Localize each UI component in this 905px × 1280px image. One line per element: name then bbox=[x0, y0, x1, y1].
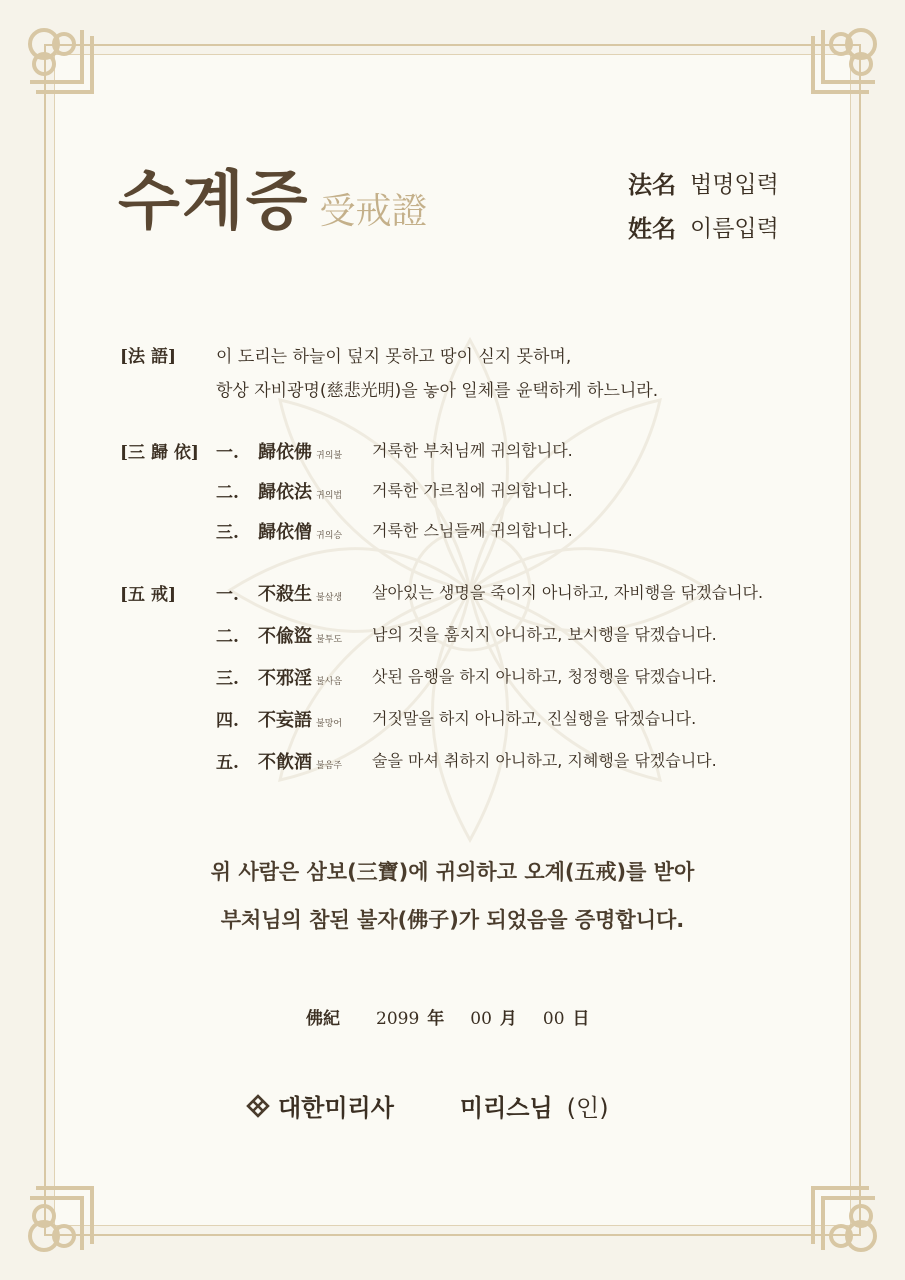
item-hanja: 不偸盜 bbox=[258, 626, 312, 647]
item-reading: 귀의법 bbox=[316, 491, 343, 501]
item-number: 三. bbox=[216, 669, 239, 689]
endless-knot-icon bbox=[799, 1174, 883, 1258]
item-description: 남의 것을 훔치지 아니하고, 보시행을 닦겠습니다. bbox=[372, 625, 717, 644]
item-reading: 귀의승 bbox=[316, 531, 343, 541]
name-value: 이름입력 bbox=[690, 215, 779, 242]
title-korean: 수계증 bbox=[118, 165, 310, 239]
signature-block bbox=[244, 1088, 609, 1123]
item-hanja: 歸依僧 bbox=[258, 522, 312, 543]
issue-date bbox=[306, 1004, 590, 1029]
dharma-words-line: 항상 자비광명(慈悲光明)을 놓아 일체를 윤택하게 하느니라. bbox=[216, 381, 659, 401]
item-reading: 귀의불 bbox=[316, 451, 343, 461]
seal-mark: (인) bbox=[566, 1094, 609, 1122]
item-reading: 불투도 bbox=[316, 635, 343, 645]
precept-item bbox=[216, 748, 717, 776]
refuge-item bbox=[216, 478, 573, 506]
item-hanja: 不飮酒 bbox=[258, 752, 312, 773]
item-hanja: 歸依佛 bbox=[258, 442, 312, 463]
certificate-title bbox=[118, 150, 428, 242]
endless-knot-icon bbox=[799, 22, 883, 106]
title-hanja: 受戒證 bbox=[319, 191, 428, 232]
monk-name: 미리스님 bbox=[459, 1094, 553, 1122]
name-label: 姓名 bbox=[628, 213, 676, 243]
date-day: 00 bbox=[542, 1009, 565, 1029]
item-number: 一. bbox=[216, 585, 239, 605]
refuge-item bbox=[216, 438, 573, 466]
endless-knot-icon bbox=[244, 1092, 272, 1120]
item-hanja: 不殺生 bbox=[258, 584, 312, 605]
certification-line: 위 사람은 삼보(三寶)에 귀의하고 오계(五戒)를 받아 bbox=[210, 860, 695, 884]
date-day-unit: 日 bbox=[572, 1009, 590, 1029]
item-number: 五. bbox=[216, 753, 239, 773]
date-month: 00 bbox=[470, 1009, 492, 1029]
item-description: 살아있는 생명을 죽이지 아니하고, 자비행을 닦겠습니다. bbox=[372, 583, 764, 602]
endless-knot-icon bbox=[22, 1174, 106, 1258]
refuge-item bbox=[216, 518, 573, 546]
dharma-name-value: 법명입력 bbox=[690, 171, 779, 198]
name-block bbox=[628, 160, 779, 248]
five-precepts-label: [五 戒] bbox=[120, 585, 177, 605]
item-hanja: 歸依法 bbox=[258, 482, 312, 503]
temple-name: 대한미리사 bbox=[278, 1094, 394, 1122]
endless-knot-icon bbox=[22, 22, 106, 106]
precept-item bbox=[216, 580, 764, 608]
precept-item bbox=[216, 664, 717, 692]
name-row bbox=[628, 204, 779, 248]
date-month-unit: 月 bbox=[499, 1009, 517, 1029]
item-number: 四. bbox=[216, 711, 239, 731]
date-year: 2099 bbox=[376, 1009, 420, 1029]
item-description: 거짓말을 하지 아니하고, 진실행을 닦겠습니다. bbox=[372, 709, 697, 728]
item-hanja: 不妄語 bbox=[258, 710, 312, 731]
item-number: 三. bbox=[216, 523, 239, 543]
certification-line: 부처님의 참된 불자(佛子)가 되었음을 증명합니다. bbox=[220, 908, 685, 932]
item-number: 二. bbox=[216, 483, 239, 503]
item-number: 二. bbox=[216, 627, 239, 647]
dharma-name-row bbox=[628, 160, 779, 204]
item-description: 술을 마셔 취하지 아니하고, 지혜행을 닦겠습니다. bbox=[372, 751, 717, 770]
item-reading: 불사음 bbox=[316, 677, 343, 687]
dharma-words-label: [法 語] bbox=[120, 347, 177, 367]
precept-item bbox=[216, 622, 717, 650]
dharma-words-line: 이 도리는 하늘이 덮지 못하고 땅이 싣지 못하며, bbox=[216, 347, 572, 367]
item-reading: 불음주 bbox=[316, 761, 343, 771]
item-number: 一. bbox=[216, 443, 239, 463]
item-hanja: 不邪淫 bbox=[258, 668, 312, 689]
item-description: 거룩한 스님들께 귀의합니다. bbox=[372, 521, 573, 540]
item-description: 삿된 음행을 하지 아니하고, 청정행을 닦겠습니다. bbox=[372, 667, 717, 686]
item-description: 거룩한 부처님께 귀의합니다. bbox=[372, 441, 573, 460]
date-year-unit: 年 bbox=[427, 1009, 445, 1029]
item-reading: 불망어 bbox=[316, 719, 343, 729]
item-description: 거룩한 가르침에 귀의합니다. bbox=[372, 481, 573, 500]
date-era: 佛紀 bbox=[306, 1009, 340, 1029]
three-refuges-label: [三 歸 依] bbox=[120, 443, 199, 463]
item-reading: 불살생 bbox=[316, 593, 343, 603]
dharma-name-label: 法名 bbox=[628, 169, 676, 199]
precept-item bbox=[216, 706, 697, 734]
